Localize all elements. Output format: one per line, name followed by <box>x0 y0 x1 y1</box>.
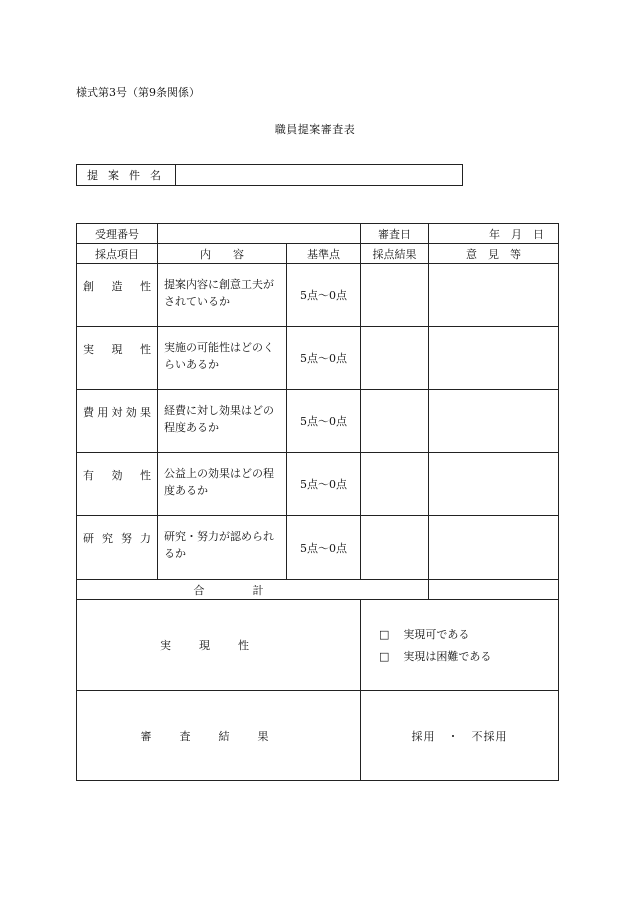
row-item: 実現性 <box>77 327 158 390</box>
review-result-label: 審査結果 <box>77 691 361 781</box>
row-item: 有効性 <box>77 453 158 516</box>
option-feasible[interactable] <box>379 626 558 642</box>
row-result-field[interactable] <box>361 390 429 453</box>
table-row <box>77 453 559 516</box>
table-row <box>77 264 559 327</box>
receipt-no-field[interactable] <box>158 224 361 244</box>
row-content: 研究・努力が認められるか <box>158 516 287 580</box>
row-item: 創造性 <box>77 264 158 327</box>
row-content: 実施の可能性はどのくらいあるか <box>158 327 287 390</box>
column-header-row <box>77 244 559 264</box>
row-content: 提案内容に創意工夫がされているか <box>158 264 287 327</box>
row-opinion-field[interactable] <box>429 390 559 453</box>
row-item: 費用対効果 <box>77 390 158 453</box>
row-content: 公益上の効果はどの程度あるか <box>158 453 287 516</box>
total-field[interactable] <box>429 580 559 600</box>
column-result: 採点結果 <box>361 244 429 264</box>
column-item: 採点項目 <box>77 244 158 264</box>
row-opinion-field[interactable] <box>429 516 559 580</box>
checkbox-icon[interactable]: □ <box>379 650 390 663</box>
row-base-score: 5点〜0点 <box>287 264 361 327</box>
row-result-field[interactable] <box>361 327 429 390</box>
review-result-row <box>77 691 559 781</box>
feasibility-row <box>77 600 559 691</box>
subject-table <box>76 164 463 186</box>
receipt-no-label: 受理番号 <box>77 224 158 244</box>
feasibility-label: 実現性 <box>77 600 361 691</box>
row-base-score: 5点〜0点 <box>287 516 361 580</box>
column-content: 内 容 <box>158 244 287 264</box>
review-date-field[interactable]: 年 月 日 <box>429 224 559 244</box>
row-item: 研究努力 <box>77 516 158 580</box>
table-row <box>77 390 559 453</box>
subject-field[interactable] <box>176 165 463 186</box>
table-row <box>77 327 559 390</box>
option-label: 実現は困難である <box>403 650 492 663</box>
row-base-score: 5点〜0点 <box>287 453 361 516</box>
subject-label: 提案件名 <box>77 165 176 186</box>
option-label: 実現可である <box>403 628 470 641</box>
column-opinion: 意 見 等 <box>429 244 559 264</box>
row-opinion-field[interactable] <box>429 327 559 390</box>
row-opinion-field[interactable] <box>429 453 559 516</box>
total-label: 合計 <box>77 580 429 600</box>
checkbox-icon[interactable]: □ <box>379 628 390 641</box>
header-row <box>77 224 559 244</box>
total-row <box>77 580 559 600</box>
row-base-score: 5点〜0点 <box>287 327 361 390</box>
review-date-label: 審査日 <box>361 224 429 244</box>
document-title: 職員提案審査表 <box>274 123 356 136</box>
row-result-field[interactable] <box>361 516 429 580</box>
form-number: 様式第3号（第9条関係） <box>76 86 200 99</box>
row-base-score: 5点〜0点 <box>287 390 361 453</box>
feasibility-options <box>361 600 559 691</box>
row-result-field[interactable] <box>361 453 429 516</box>
table-row <box>77 516 559 580</box>
row-result-field[interactable] <box>361 264 429 327</box>
column-base-score: 基準点 <box>287 244 361 264</box>
review-table <box>76 223 559 781</box>
review-result-options[interactable]: 採用 ・ 不採用 <box>361 691 559 781</box>
option-difficult[interactable] <box>379 648 558 664</box>
row-content: 経費に対し効果はどの程度あるか <box>158 390 287 453</box>
row-opinion-field[interactable] <box>429 264 559 327</box>
